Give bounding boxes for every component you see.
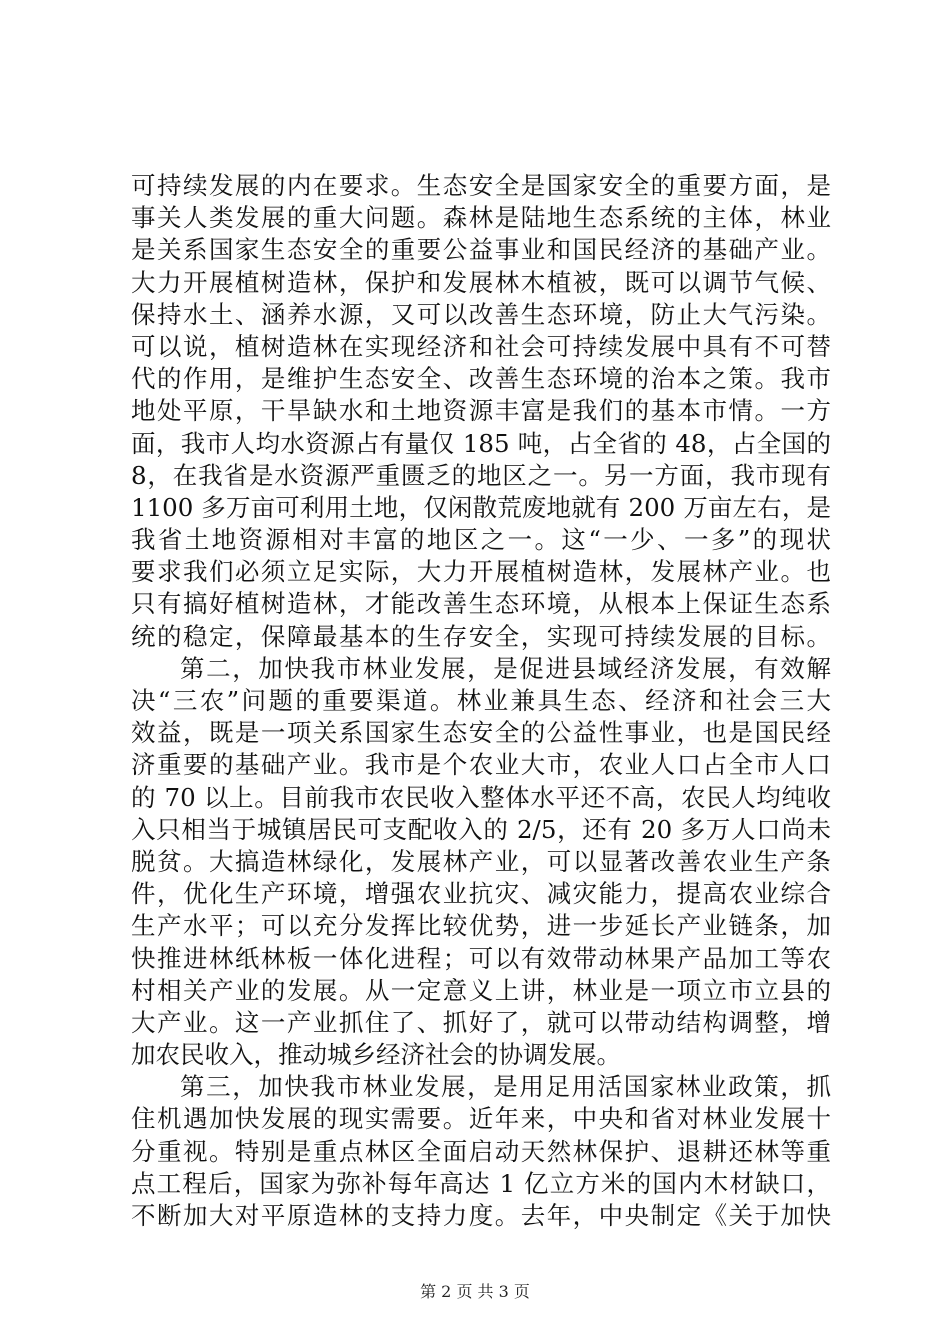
text-line: 可持续发展的内在要求。生态安全是国家安全的重要方面，是 bbox=[131, 171, 831, 200]
page-number-footer: 第 2 页 共 3 页 bbox=[420, 1282, 530, 1301]
text-line: 生产水平；可以充分发挥比较优势，进一步延长产业链条，加 bbox=[131, 911, 831, 941]
text-line: 村相关产业的发展。从一定意义上讲，林业是一项立市立县的 bbox=[131, 975, 831, 1005]
text-line: 大力开展植树造林，保护和发展林木植被，既可以调节气候、 bbox=[131, 267, 831, 297]
text-line: 住机遇加快发展的现实需要。近年来，中央和省对林业发展十 bbox=[131, 1104, 831, 1134]
text-line: 8，在我省是水资源严重匮乏的地区之一。另一方面，我市现有 bbox=[131, 460, 831, 490]
text-line: 事关人类发展的重大问题。森林是陆地生态系统的主体，林业 bbox=[131, 203, 831, 233]
text-line: 决“三农”问题的重要渠道。林业兼具生态、经济和社会三大 bbox=[131, 686, 831, 715]
text-line: 只有搞好植树造林，才能改善生态环境，从根本上保证生态系 bbox=[131, 589, 831, 619]
text-line: 是关系国家生态安全的重要公益事业和国民经济的基础产业。 bbox=[131, 235, 831, 265]
text-line: 分重视。特别是重点林区全面启动天然林保护、退耕还林等重 bbox=[131, 1136, 831, 1166]
text-line: 我省土地资源相对丰富的地区之一。这“一少、一多”的现状 bbox=[131, 525, 831, 555]
text-line: 1100 多万亩可利用土地，仅闲散荒废地就有 200 万亩左右，是 bbox=[131, 492, 831, 522]
text-line: 效益，既是一项关系国家生态安全的公益性事业，也是国民经 bbox=[131, 718, 831, 748]
text-line: 代的作用，是维护生态安全、改善生态环境的治本之策。我市 bbox=[131, 364, 831, 394]
text-line: 点工程后，国家为弥补每年高达 1 亿立方米的国内木材缺口， bbox=[131, 1168, 831, 1198]
text-line: 保持水土、涵养水源，又可以改善生态环境，防止大气污染。 bbox=[131, 299, 831, 329]
paragraph-end-line: 加农民收入，推动城乡经济社会的协调发展。 bbox=[131, 1040, 621, 1070]
text-line: 入只相当于城镇居民可支配收入的 2/5，还有 20 多万人口尚未 bbox=[131, 814, 831, 844]
text-line: 要求我们必须立足实际，大力开展植树造林，发展林产业。也 bbox=[131, 557, 831, 587]
text-line: 统的稳定，保障最基本的生存安全，实现可持续发展的目标。 bbox=[131, 621, 831, 651]
text-line: 面，我市人均水资源占有量仅 185 吨，占全省的 48，占全国的 bbox=[131, 428, 831, 458]
text-line: 济重要的基础产业。我市是个农业大市，农业人口占全市人口 bbox=[131, 750, 831, 780]
text-line: 脱贫。大搞造林绿化，发展林产业，可以显著改善农业生产条 bbox=[131, 846, 831, 876]
text-line: 大产业。这一产业抓住了、抓好了，就可以带动结构调整，增 bbox=[131, 1007, 831, 1037]
text-line: 的 70 以上。目前我市农民收入整体水平还不高，农民人均纯收 bbox=[131, 782, 831, 812]
text-line: 可以说，植树造林在实现经济和社会可持续发展中具有不可替 bbox=[131, 331, 831, 361]
paragraph-start-line: 第三，加快我市林业发展，是用足用活国家林业政策，抓 bbox=[180, 1072, 831, 1102]
text-line: 快推进林纸林板一体化进程；可以有效带动林果产品加工等农 bbox=[131, 943, 831, 973]
text-line: 地处平原，干旱缺水和土地资源丰富是我们的基本市情。一方 bbox=[131, 396, 831, 426]
body-text bbox=[131, 170, 831, 1232]
text-line: 件，优化生产环境，增强农业抗灾、减灾能力，提高农业综合 bbox=[131, 879, 831, 909]
paragraph-start-line: 第二，加快我市林业发展，是促进县域经济发展，有效解 bbox=[180, 653, 831, 683]
text-line: 不断加大对平原造林的支持力度。去年，中央制定《关于加快 bbox=[131, 1201, 831, 1230]
